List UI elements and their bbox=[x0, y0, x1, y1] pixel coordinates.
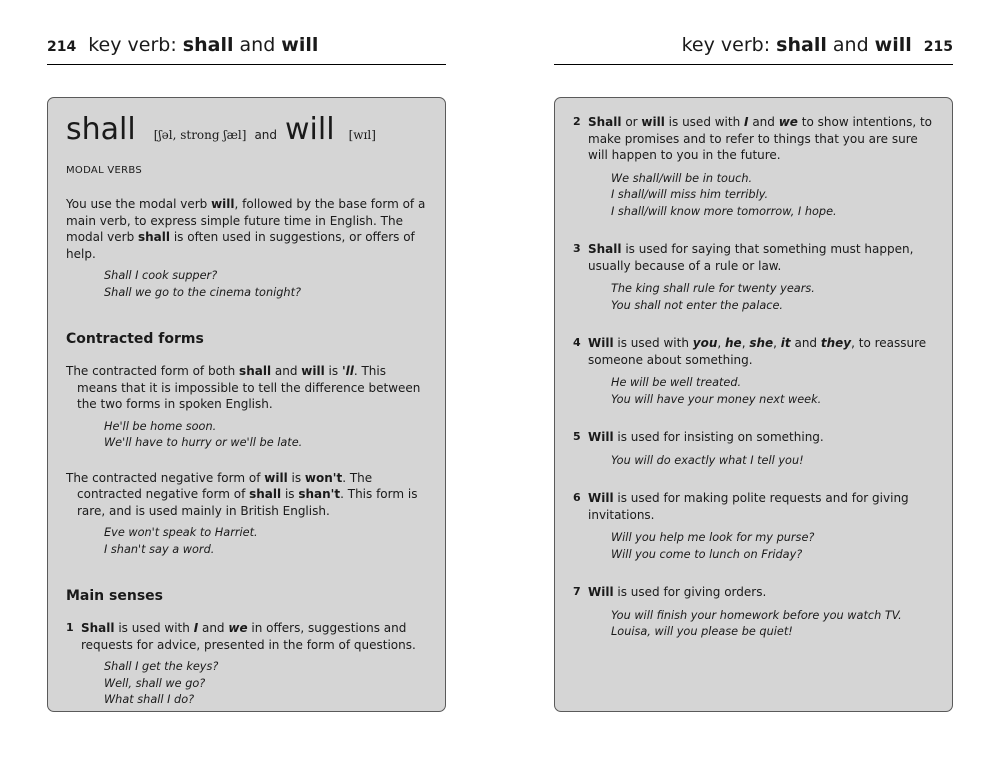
headword-shall: shall bbox=[66, 112, 136, 147]
sense-number: 4 bbox=[573, 336, 581, 349]
sense-number: 6 bbox=[573, 491, 581, 504]
sense-number: 5 bbox=[573, 430, 581, 443]
example: Well, shall we go? bbox=[104, 676, 206, 690]
sense-1-examples bbox=[66, 659, 427, 709]
example: Shall I get the keys? bbox=[104, 660, 219, 673]
sense-4: 4 Will is used with you, he, she, it and they, to reassure someone about something. bbox=[573, 336, 927, 367]
header-title-right: key verb: shall and will bbox=[681, 34, 912, 56]
sense-5: 5 Will is used for insisting on something. bbox=[573, 430, 824, 444]
example: He'll be home soon. bbox=[104, 419, 217, 433]
contracted-forms-heading: Contracted forms bbox=[66, 331, 204, 347]
example: You will do exactly what I tell you! bbox=[611, 453, 804, 467]
sense-number: 3 bbox=[573, 242, 581, 255]
example: We'll have to hurry or we'll be late. bbox=[104, 436, 303, 449]
sense-5-examples bbox=[573, 453, 934, 470]
sense-2-examples bbox=[573, 171, 934, 221]
contracted-paragraph-1: The contracted form of both shall and will is 'll. This means that it is impossible to tell the difference between the two forms in spoken English. bbox=[66, 364, 421, 411]
example: Louisa, will you please be quiet! bbox=[611, 625, 793, 638]
headword-and: and bbox=[254, 128, 278, 142]
sense-3-examples bbox=[573, 281, 934, 314]
example: Will you come to lunch on Friday? bbox=[611, 547, 803, 561]
sense-number: 2 bbox=[573, 115, 581, 128]
example: He will be well treated. bbox=[611, 376, 742, 389]
example: I shall/will know more tomorrow, I hope. bbox=[611, 204, 837, 218]
page-number-right: 215 bbox=[923, 39, 953, 55]
example: I shall/will miss him terribly. bbox=[611, 188, 769, 201]
sense-7-examples bbox=[573, 608, 934, 641]
example: I shan't say a word. bbox=[104, 542, 215, 556]
right-page-header bbox=[554, 34, 953, 65]
sense-6: 6 Will is used for making polite requests and for giving invitations. bbox=[573, 491, 909, 522]
intro-examples bbox=[66, 268, 427, 301]
sense-1: 1 Shall is used with I and we in offers, suggestions and requests for advice, presented in the form of questions. bbox=[66, 621, 416, 652]
intro-paragraph: You use the modal verb will, followed by the base form of a main verb, to express simple future time in English. The modal verb shall is often used in suggestions, or offers of help. bbox=[66, 197, 426, 261]
example: You shall not enter the palace. bbox=[611, 298, 784, 312]
sense-6-examples bbox=[573, 530, 934, 563]
example: You will have your money next week. bbox=[611, 392, 822, 406]
sense-7: 7 Will is used for giving orders. bbox=[573, 585, 767, 599]
sense-number: 1 bbox=[66, 621, 74, 634]
pronunciation-will: [wɪl] bbox=[348, 128, 376, 142]
sense-2: 2 Shall or will is used with I and we to show intentions, to make promises and to refer to things that you are sure will happen to you in the future. bbox=[573, 115, 933, 162]
right-entry-panel bbox=[554, 97, 953, 712]
sense-number: 7 bbox=[573, 585, 581, 598]
contracted-examples-1 bbox=[66, 419, 427, 452]
part-of-speech-label: MODAL VERBS bbox=[66, 165, 143, 176]
contracted-examples-2 bbox=[66, 525, 427, 558]
example: The king shall rule for twenty years. bbox=[611, 282, 815, 295]
example: Eve won't speak to Harriet. bbox=[104, 526, 258, 539]
contracted-paragraph-2: The contracted negative form of will is won't. The contracted negative form of shall is shan't. This form is rare, and is used mainly in British English. bbox=[66, 470, 418, 518]
example: What shall I do? bbox=[104, 693, 195, 706]
sense-4-examples bbox=[573, 375, 934, 408]
example: Will you help me look for my purse? bbox=[611, 531, 815, 544]
headword-will: will bbox=[285, 112, 335, 147]
left-entry-panel bbox=[47, 97, 446, 712]
sense-3: 3 Shall is used for saying that something must happen, usually because of a rule or law. bbox=[573, 242, 914, 273]
main-senses-heading: Main senses bbox=[66, 588, 163, 604]
example: We shall/will be in touch. bbox=[611, 171, 753, 185]
example: Shall we go to the cinema tonight? bbox=[104, 285, 302, 299]
header-title-left: key verb: shall and will bbox=[88, 34, 319, 56]
page-number-left: 214 bbox=[47, 39, 77, 55]
example: You will finish your homework before you watch TV. bbox=[611, 608, 902, 622]
pronunciation-shall: [ʃəl, strong ʃæl] bbox=[153, 128, 247, 142]
example: Shall I cook supper? bbox=[104, 269, 218, 282]
headword-row bbox=[66, 112, 427, 147]
left-page-header bbox=[47, 34, 446, 65]
